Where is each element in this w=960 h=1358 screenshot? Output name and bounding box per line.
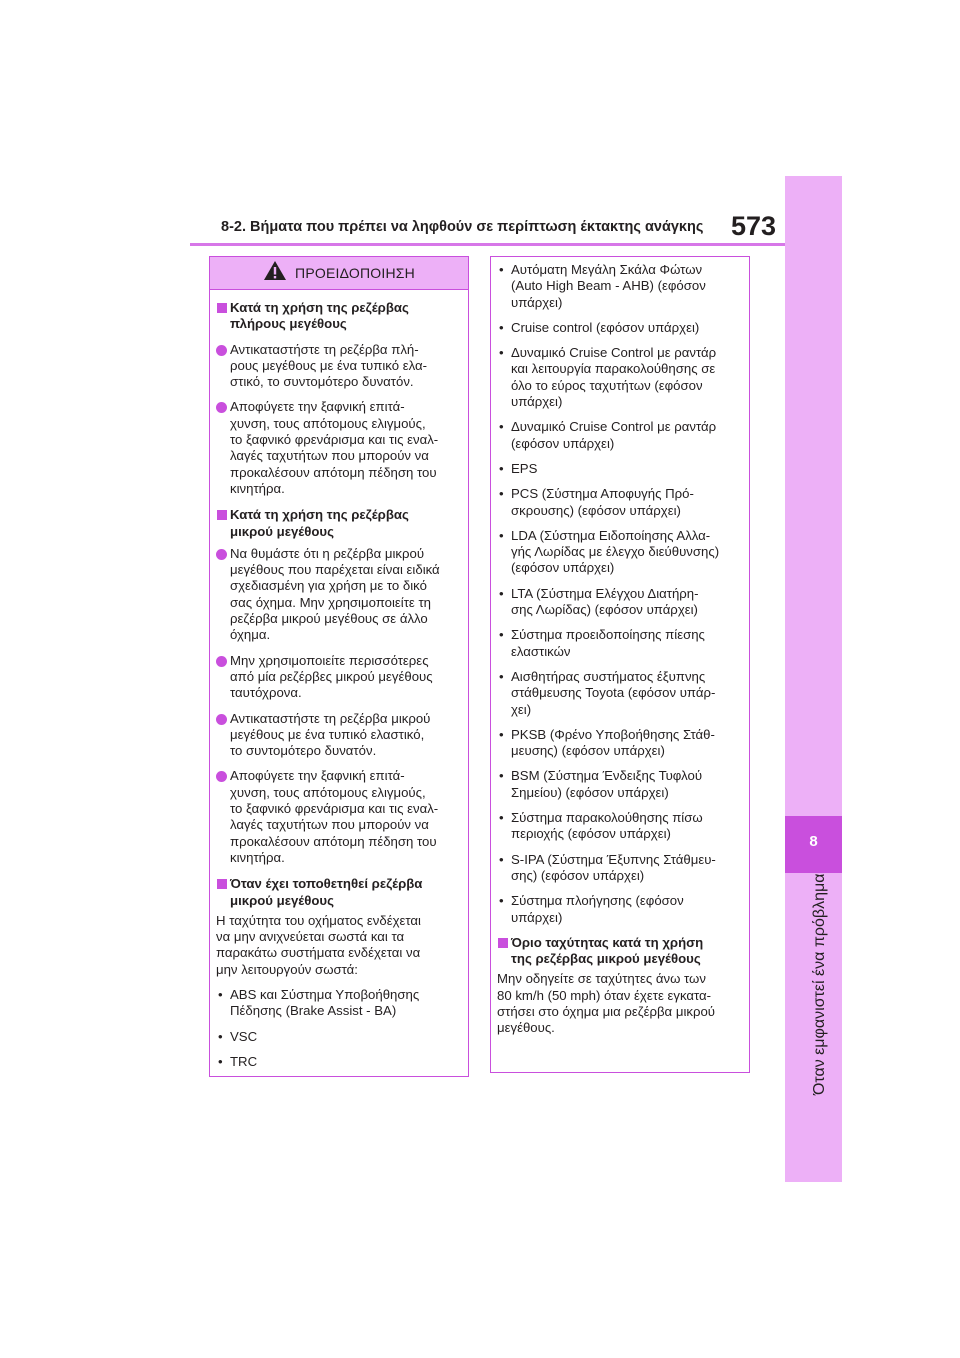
warning-header: [210, 257, 468, 290]
bullet-mark: •: [499, 345, 504, 361]
paragraph: Μην οδηγείτε σε ταχύτητες άνω των 80 km/h (50 mph) όταν έχετε εγκατα- στήσει στο όχημα μια ρεζέρβα μικρού μεγέθους.: [497, 971, 716, 1036]
list-item: • Σύστημα πλοήγησης (εφόσον υπάρχει): [499, 893, 684, 925]
square-bullet-icon: [217, 303, 227, 313]
list-item: • Αισθητήρας συστήματος έξυπνης στάθμευσης Toyota (εφόσον υπάρ- χει): [499, 668, 716, 717]
heading-compact-spare-installed: Όταν έχει τοποθετηθεί ρεζέρβα μικρού μεγέθους: [216, 876, 460, 909]
bullet-mark: •: [499, 419, 504, 435]
warning-triangle-icon: [263, 260, 287, 286]
square-bullet-icon: [217, 879, 227, 889]
heading-speed-limit: Όριο ταχύτητας κατά τη χρήση της ρεζέρβας μικρού μεγέθους: [497, 935, 741, 968]
round-bullet-icon: [216, 656, 227, 667]
list-item: • Δυναμικό Cruise Control με ραντάρ (εφόσον υπάρχει): [499, 419, 717, 451]
list-item: • ABS και Σύστημα Υποβοήθησης Πέδησης (Brake Assist - BA): [218, 986, 420, 1019]
page-number: 573: [731, 211, 777, 241]
bullet-mark: •: [499, 319, 504, 335]
bullet-mark: •: [499, 851, 504, 867]
heading-full-size-spare: Κατά τη χρήση της ρεζέρβας πλήρους μεγέθους: [216, 300, 460, 333]
list-item: • LTA (Σύστημα Ελέγχου Διατήρη- σης Λωρίδας) (εφόσον υπάρχει): [499, 585, 699, 618]
bullet-item: Αποφύγετε την ξαφνική επιτά- χυνση, τους απότομους ελιγμούς, το ξαφνικό φρενάρισμα και τις εναλ- λαγές ταχυτήτων που μπορούν να προκαλέσουν απότομη πέδηση του κινητήρα.: [216, 768, 460, 866]
bullet-mark: •: [499, 527, 504, 543]
round-bullet-icon: [216, 714, 227, 725]
list-item: • S-IPA (Σύστημα Έξυπνης Στάθμευ- σης) (εφόσον υπάρχει): [499, 851, 716, 883]
bullet-mark: •: [499, 585, 504, 601]
chapter-title: Όταν εμφανιστεί ένα πρόβλημα: [811, 873, 828, 1095]
list-item: • TRC: [218, 1053, 258, 1069]
bullet-mark: •: [499, 726, 504, 742]
bullet-item: Αποφύγετε την ξαφνική επιτά- χυνση, τους απότομους ελιγμούς, το ξαφνικό φρενάρισμα και τις εναλ- λαγές ταχυτήτων που μπορούν να προκαλέσουν απότομη πέδηση του κινητήρα.: [216, 399, 460, 497]
list-item: • Αυτόματη Μεγάλη Σκάλα Φώτων (Auto High Beam - AHB) (εφόσον υπάρχει): [499, 262, 706, 310]
chapter-number: 8: [809, 833, 818, 850]
bullet-mark: •: [499, 668, 504, 684]
heading-compact-spare: Κατά τη χρήση της ρεζέρβας μικρού μεγέθους: [216, 507, 460, 540]
bullet-mark: •: [218, 1053, 223, 1069]
list-item: • Δυναμικό Cruise Control με ραντάρ και λειτουργία παρακολούθησης σε όλο το εύρος ταχυτήτων (εφόσον υπάρχει): [499, 345, 717, 410]
bullet-mark: •: [499, 486, 504, 502]
round-bullet-icon: [216, 549, 227, 560]
bullet-mark: •: [499, 460, 504, 476]
bullet-mark: •: [499, 893, 504, 909]
bullet-mark: •: [499, 810, 504, 826]
bullet-mark: •: [499, 262, 504, 277]
round-bullet-icon: [216, 402, 227, 413]
list-item: • Σύστημα παρακολούθησης πίσω περιοχής (εφόσον υπάρχει): [499, 810, 703, 842]
round-bullet-icon: [216, 345, 227, 356]
bullet-mark: •: [218, 986, 223, 1002]
list-item: • Σύστημα προειδοποίησης πίεσης ελαστικών: [499, 627, 705, 659]
header-rule: [190, 243, 785, 246]
bullet-mark: •: [218, 1028, 223, 1044]
round-bullet-icon: [216, 771, 227, 782]
warning-box: [209, 256, 469, 1077]
list-item: • PKSB (Φρένο Υποβοήθησης Στάθ- μευσης) (εφόσον υπάρχει): [499, 726, 715, 759]
bullet-item: Να θυμάστε ότι η ρεζέρβα μικρού μεγέθους που παρέχεται είναι ειδικά σχεδιασμένη για χρήση με το δικό σας όχημα. Μην χρησιμοποιείτε τη ρεζέρβα μικρού μεγέθους σε άλλο όχημα.: [216, 546, 460, 644]
list-item: • Cruise control (εφόσον υπάρχει): [499, 319, 700, 335]
warning-box-continued: [490, 256, 750, 1073]
list-item: • PCS (Σύστημα Αποφυγής Πρό- σκρουσης) (εφόσον υπάρχει): [499, 486, 694, 518]
bullet-item: Αντικαταστήστε τη ρεζέρβα μικρού μεγέθους με ένα τυπικό ελαστικό, το συντομότερο δυνατόν.: [216, 711, 460, 760]
bullet-mark: •: [499, 768, 504, 784]
section-title: 8-2. Βήματα που πρέπει να ληφθούν σε περίπτωση έκτακτης ανάγκης: [221, 219, 704, 235]
square-bullet-icon: [498, 938, 508, 948]
bullet-mark: •: [499, 627, 504, 643]
list-item: • EPS: [499, 460, 538, 476]
warning-title: ΠΡΟΕΙΔΟΠΟΙΗΣΗ: [295, 265, 415, 281]
bullet-item: Αντικαταστήστε τη ρεζέρβα πλή- ρους μεγέθους με ένα τυπικό ελα- στικό, το συντομότερο δυνατόν.: [216, 342, 460, 391]
list-item: • VSC: [218, 1028, 258, 1044]
bullet-item: Μην χρησιμοποιείτε περισσότερες από μία ρεζέρβες μικρού μεγέθους ταυτόχρονα.: [216, 653, 460, 702]
paragraph: Η ταχύτητα του οχήματος ενδέχεται να μην ανιχνεύεται σωστά και τα παρακάτω συστήματα ενδέχεται να μην λειτουργούν σωστά:: [216, 912, 421, 977]
square-bullet-icon: [217, 510, 227, 520]
list-item: • LDA (Σύστημα Ειδοποίησης Αλλα- γής Λωρίδας με έλεγχο διεύθυνσης) (εφόσον υπάρχει): [499, 527, 720, 576]
list-item: • BSM (Σύστημα Ένδειξης Τυφλού Σημείου) (εφόσον υπάρχει): [499, 768, 703, 800]
